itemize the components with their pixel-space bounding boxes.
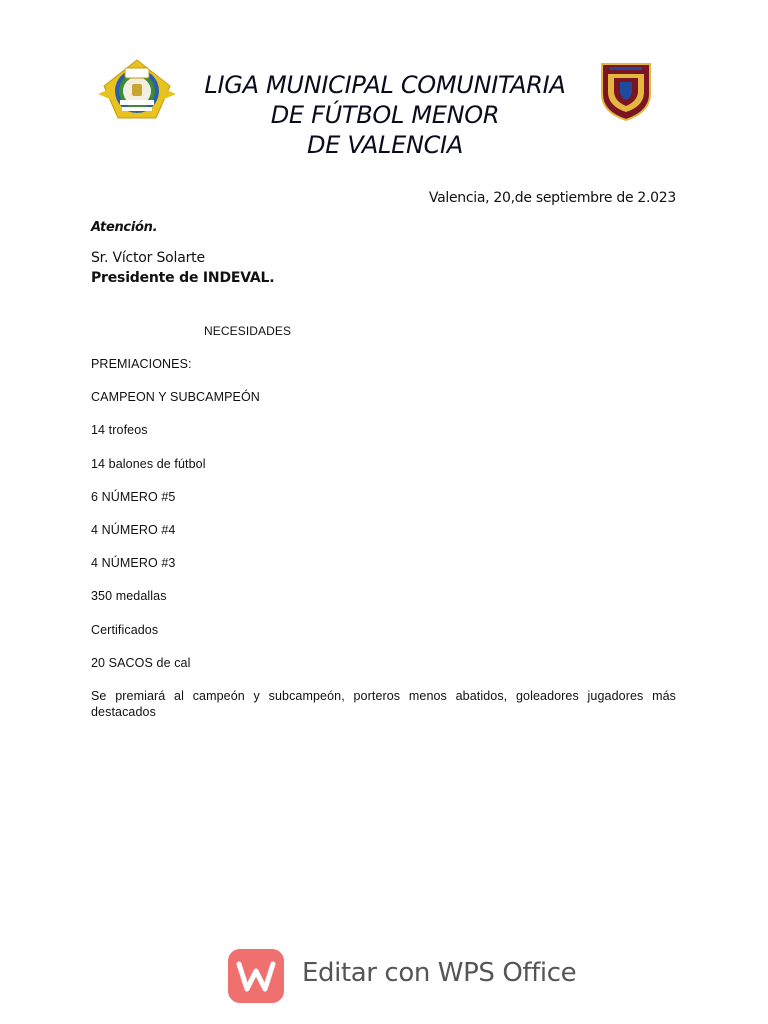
wps-logo-icon[interactable]	[228, 949, 284, 1003]
title-line-3: DE VALENCIA	[307, 131, 463, 159]
needs-list	[91, 357, 691, 689]
federation-shield-icon	[598, 60, 654, 122]
list-item: 14 balones de fútbol	[91, 456, 206, 471]
wps-edit-link[interactable]: Editar con WPS Office	[302, 958, 577, 988]
closing-paragraph: Se premiará al campeón y subcampeón, porteros menos abatidos, goleadores jugadores más destacados	[91, 689, 676, 719]
list-item: 350 medallas	[91, 589, 167, 604]
list-item: 14 trofeos	[91, 423, 148, 438]
title-line-1: LIGA MUNICIPAL COMUNITARIA	[204, 71, 566, 99]
wps-w-glyph-icon	[228, 949, 284, 1003]
letter-date: Valencia, 20,de septiembre de 2.023	[428, 190, 676, 206]
recipient-title: Presidente de INDEVAL.	[91, 270, 275, 286]
title-line-2: DE FÚTBOL MENOR	[270, 101, 500, 129]
list-item: 4 NÚMERO #4	[91, 522, 176, 537]
list-item: 20 SACOS de cal	[91, 655, 191, 670]
letter-subject: NECESIDADES	[204, 324, 292, 338]
league-title	[150, 70, 620, 160]
list-item: 6 NÚMERO #5	[91, 489, 176, 504]
attention-label: Atención.	[91, 220, 158, 235]
list-item: PREMIACIONES:	[91, 357, 192, 371]
recipient-name: Sr. Víctor Solarte	[91, 250, 205, 266]
list-item: CAMPEON Y SUBCAMPEÓN	[91, 390, 260, 405]
list-item: 4 NÚMERO #3	[91, 556, 176, 571]
list-item: Certificados	[91, 622, 159, 637]
